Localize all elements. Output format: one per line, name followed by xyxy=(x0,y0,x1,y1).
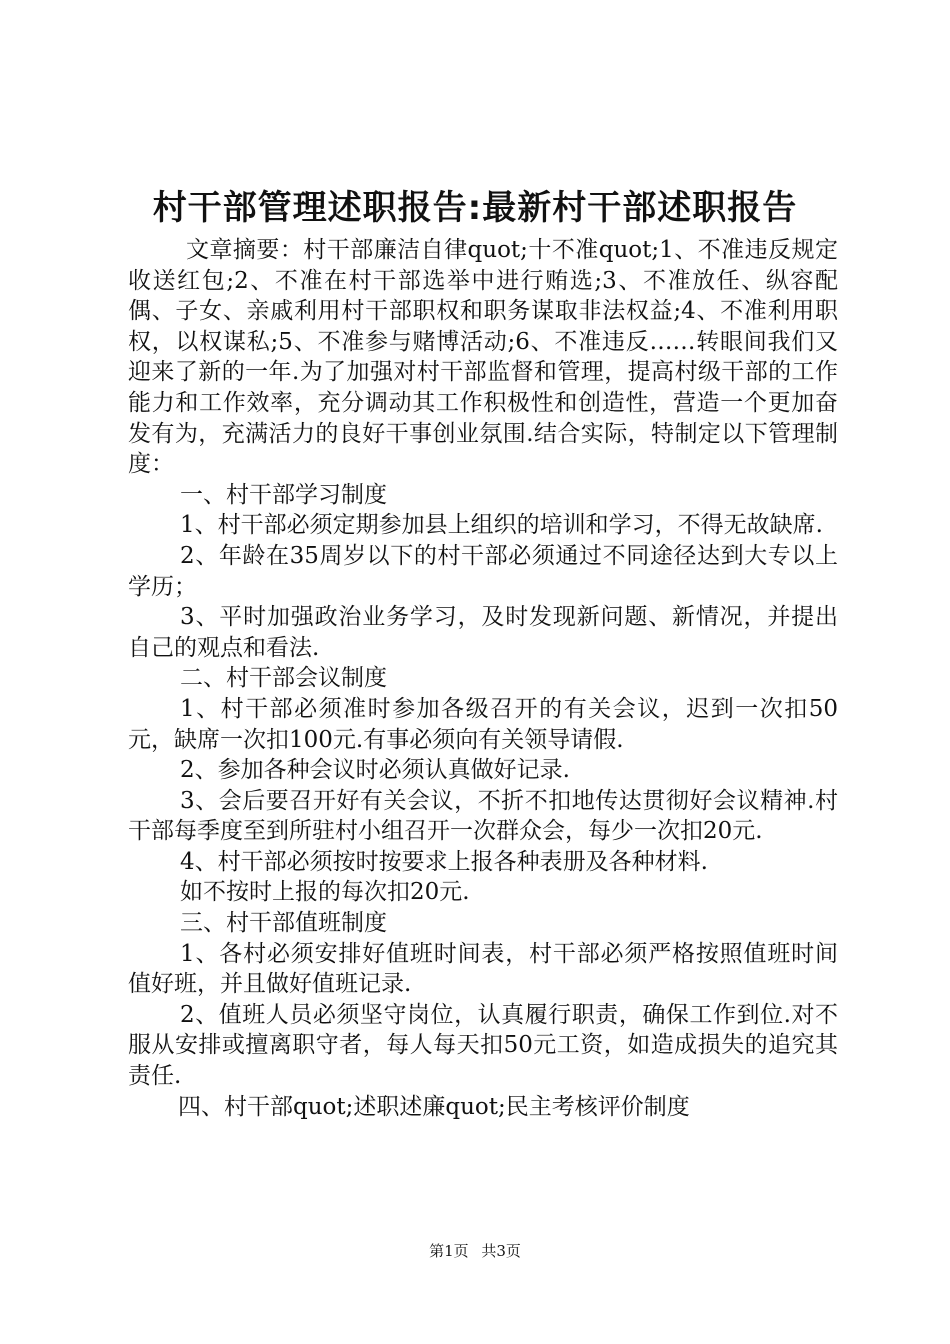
abstract-paragraph: 文章摘要：村干部廉洁自律quot;十不准quot;1、不准违反规定收送红包;2、不准在村干部选举中进行贿选;3、不准放任、纵容配偶、子女、亲戚利用村干部职权和职务谋取非法权益;4、不准利用职权，以权谋私;5、不准参与赌博活动;6、不准违反……转眼间我们又迎来了新的一年.为了加强对村干部监督和管理，提高村级干部的工作能力和工作效率，充分调动其工作积极性和创造性，营造一个更加奋发有为，充满活力的良好干事创业氛围.结合实际，特制定以下管理制度： xyxy=(128,237,838,478)
study-rule-2: 2、年龄在35周岁以下的村干部必须通过不同途径达到大专以上学历； xyxy=(128,542,838,600)
duty-rule-1: 1、各村必须安排好值班时间表，村干部必须严格按照值班时间值好班，并且做好值班记录. xyxy=(128,940,838,998)
meeting-rule-3: 3、会后要召开好有关会议，不折不扣地传达贯彻好会议精神.村干部每季度至到所驻村小组召开一次群众会，每少一次扣20元. xyxy=(128,787,838,845)
meeting-rule-2: 2、参加各种会议时必须认真做好记录. xyxy=(180,757,570,784)
meeting-rule-1: 1、村干部必须准时参加各级召开的有关会议，迟到一次扣50元，缺席一次扣100元.有事必须向有关领导请假. xyxy=(128,695,838,753)
document-title: 村干部管理述职报告:最新村干部述职报告 xyxy=(152,188,798,228)
page-total: 共3页 xyxy=(481,1242,521,1260)
document-body xyxy=(128,235,838,1122)
page-number: 第1页 xyxy=(429,1242,469,1260)
study-rule-1: 1、村干部必须定期参加县上组织的培训和学习，不得无故缺席. xyxy=(180,512,823,539)
section-heading-evaluation: 四、村干部quot;述职述廉quot;民主考核评价制度 xyxy=(178,1093,690,1120)
meeting-rule-4: 4、村干部必须按时按要求上报各种表册及各种材料. xyxy=(180,848,708,875)
section-heading-meeting: 二、村干部会议制度 xyxy=(180,665,387,692)
section-heading-duty: 三、村干部值班制度 xyxy=(180,910,387,937)
meeting-rule-4-penalty: 如不按时上报的每次扣20元. xyxy=(180,879,470,906)
duty-rule-2: 2、值班人员必须坚守岗位，认真履行职责，确保工作到位.对不服从安排或擅离职守者，每人每天扣50元工资，如造成损失的追究其责任. xyxy=(128,1001,838,1090)
section-heading-study: 一、村干部学习制度 xyxy=(180,481,387,508)
study-rule-3: 3、平时加强政治业务学习，及时发现新问题、新情况，并提出自己的观点和看法. xyxy=(128,604,838,661)
page-footer xyxy=(0,1240,950,1262)
